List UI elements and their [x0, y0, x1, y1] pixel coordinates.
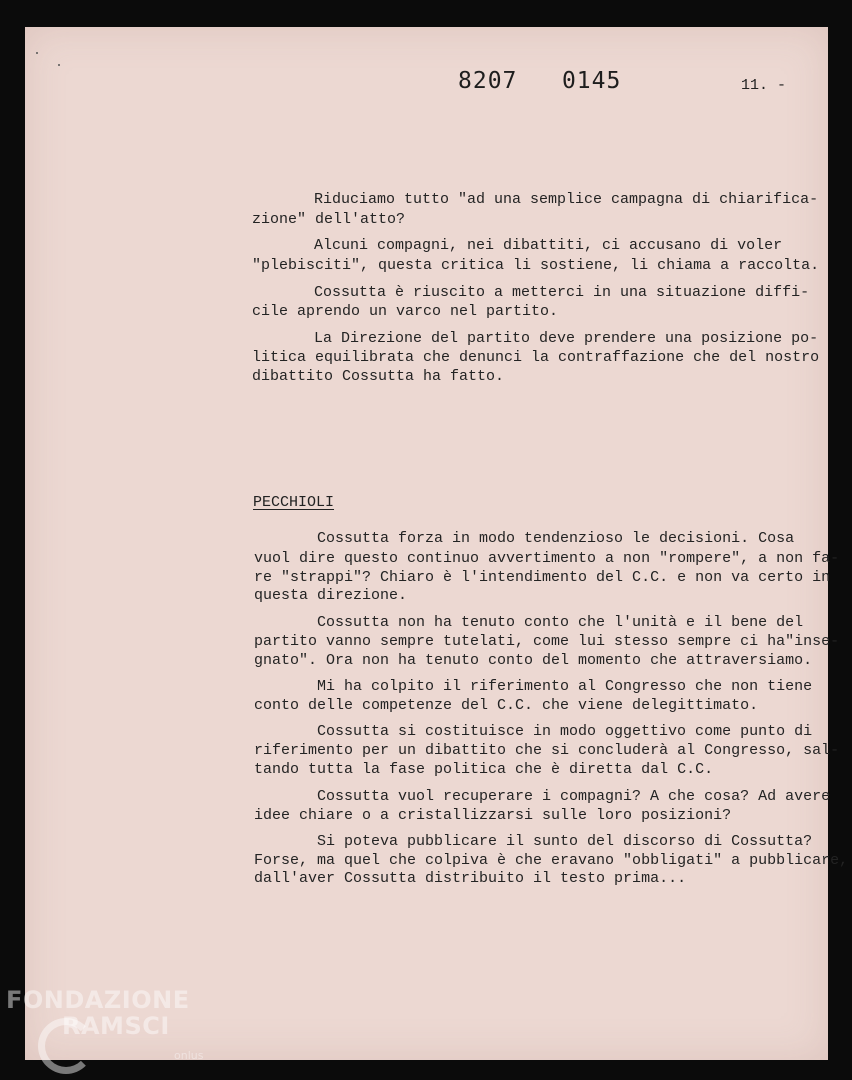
- text-line: re "strappi"? Chiaro è l'intendimento del C.C. e non va certo in: [254, 569, 831, 586]
- archive-code: [458, 68, 621, 94]
- watermark-g-logo-icon: [38, 1018, 94, 1074]
- text-line: Riduciamo tutto "ad una semplice campagna di chiarifica-: [314, 191, 819, 208]
- text-line: tando tutta la fase politica che è diretta dal C.C.: [254, 761, 714, 778]
- text-line: riferimento per un dibattito che si concluderà al Congresso, sal-: [254, 742, 840, 759]
- watermark-line-2: RAMSCI: [62, 1012, 170, 1040]
- text-line: litica equilibrata che denunci la contraffazione che del nostro: [252, 349, 820, 366]
- text-line: dall'aver Cossutta distribuito il testo prima...: [254, 870, 687, 887]
- speaker-heading: PECCHIOLI: [253, 494, 335, 511]
- text-line: Cossutta vuol recuperare i compagni? A che cosa? Ad avere: [317, 788, 831, 805]
- text-line: questa direzione.: [254, 587, 408, 604]
- paper-speck: [36, 52, 38, 54]
- text-line: gnato". Ora non ha tenuto conto del momento che attraversiamo.: [254, 652, 813, 669]
- text-line: Mi ha colpito il riferimento al Congresso che non tiene: [317, 678, 813, 695]
- text-line: vuol dire questo continuo avvertimento a non "rompere", a non fa-: [254, 550, 840, 567]
- text-line: Cossutta è riuscito a metterci in una situazione diffi-: [314, 284, 810, 301]
- text-line: idee chiare o a cristallizzarsi sulle loro posizioni?: [254, 807, 732, 824]
- paper-speck: [58, 64, 60, 66]
- text-line: Alcuni compagni, nei dibattiti, ci accusano di voler: [314, 237, 783, 254]
- text-line: conto delle competenze del C.C. che viene delegittimato.: [254, 697, 759, 714]
- text-line: cile aprendo un varco nel partito.: [252, 303, 559, 320]
- archive-code-part: 8207: [458, 68, 518, 94]
- text-line: Cossutta non ha tenuto conto che l'unità e il bene del: [317, 614, 804, 631]
- text-line: "plebisciti", questa critica li sostiene, li chiama a raccolta.: [252, 257, 820, 274]
- archive-code-part: 0145: [561, 68, 622, 94]
- fondazione-gramsci-watermark: [6, 986, 204, 1062]
- text-line: zione" dell'atto?: [252, 211, 406, 228]
- text-line: Cossutta si costituisce in modo oggettivo come punto di: [317, 723, 813, 740]
- text-line: dibattito Cossutta ha fatto.: [252, 368, 505, 385]
- watermark-line-1: FONDAZIONE: [6, 986, 190, 1014]
- text-line: Cossutta forza in modo tendenzioso le decisioni. Cosa: [317, 530, 795, 547]
- page-number: 11. -: [741, 77, 787, 94]
- watermark-line-3: onlus: [174, 1049, 204, 1062]
- text-line: Forse, ma quel che colpiva è che eravano "obbligati" a pubblicare,: [254, 852, 849, 869]
- text-line: partito vanno sempre tutelati, come lui stesso sempre ci ha"inse-: [254, 633, 840, 650]
- text-line: La Direzione del partito deve prendere una posizione po-: [314, 330, 819, 347]
- text-line: Si poteva pubblicare il sunto del discorso di Cossutta?: [317, 833, 813, 850]
